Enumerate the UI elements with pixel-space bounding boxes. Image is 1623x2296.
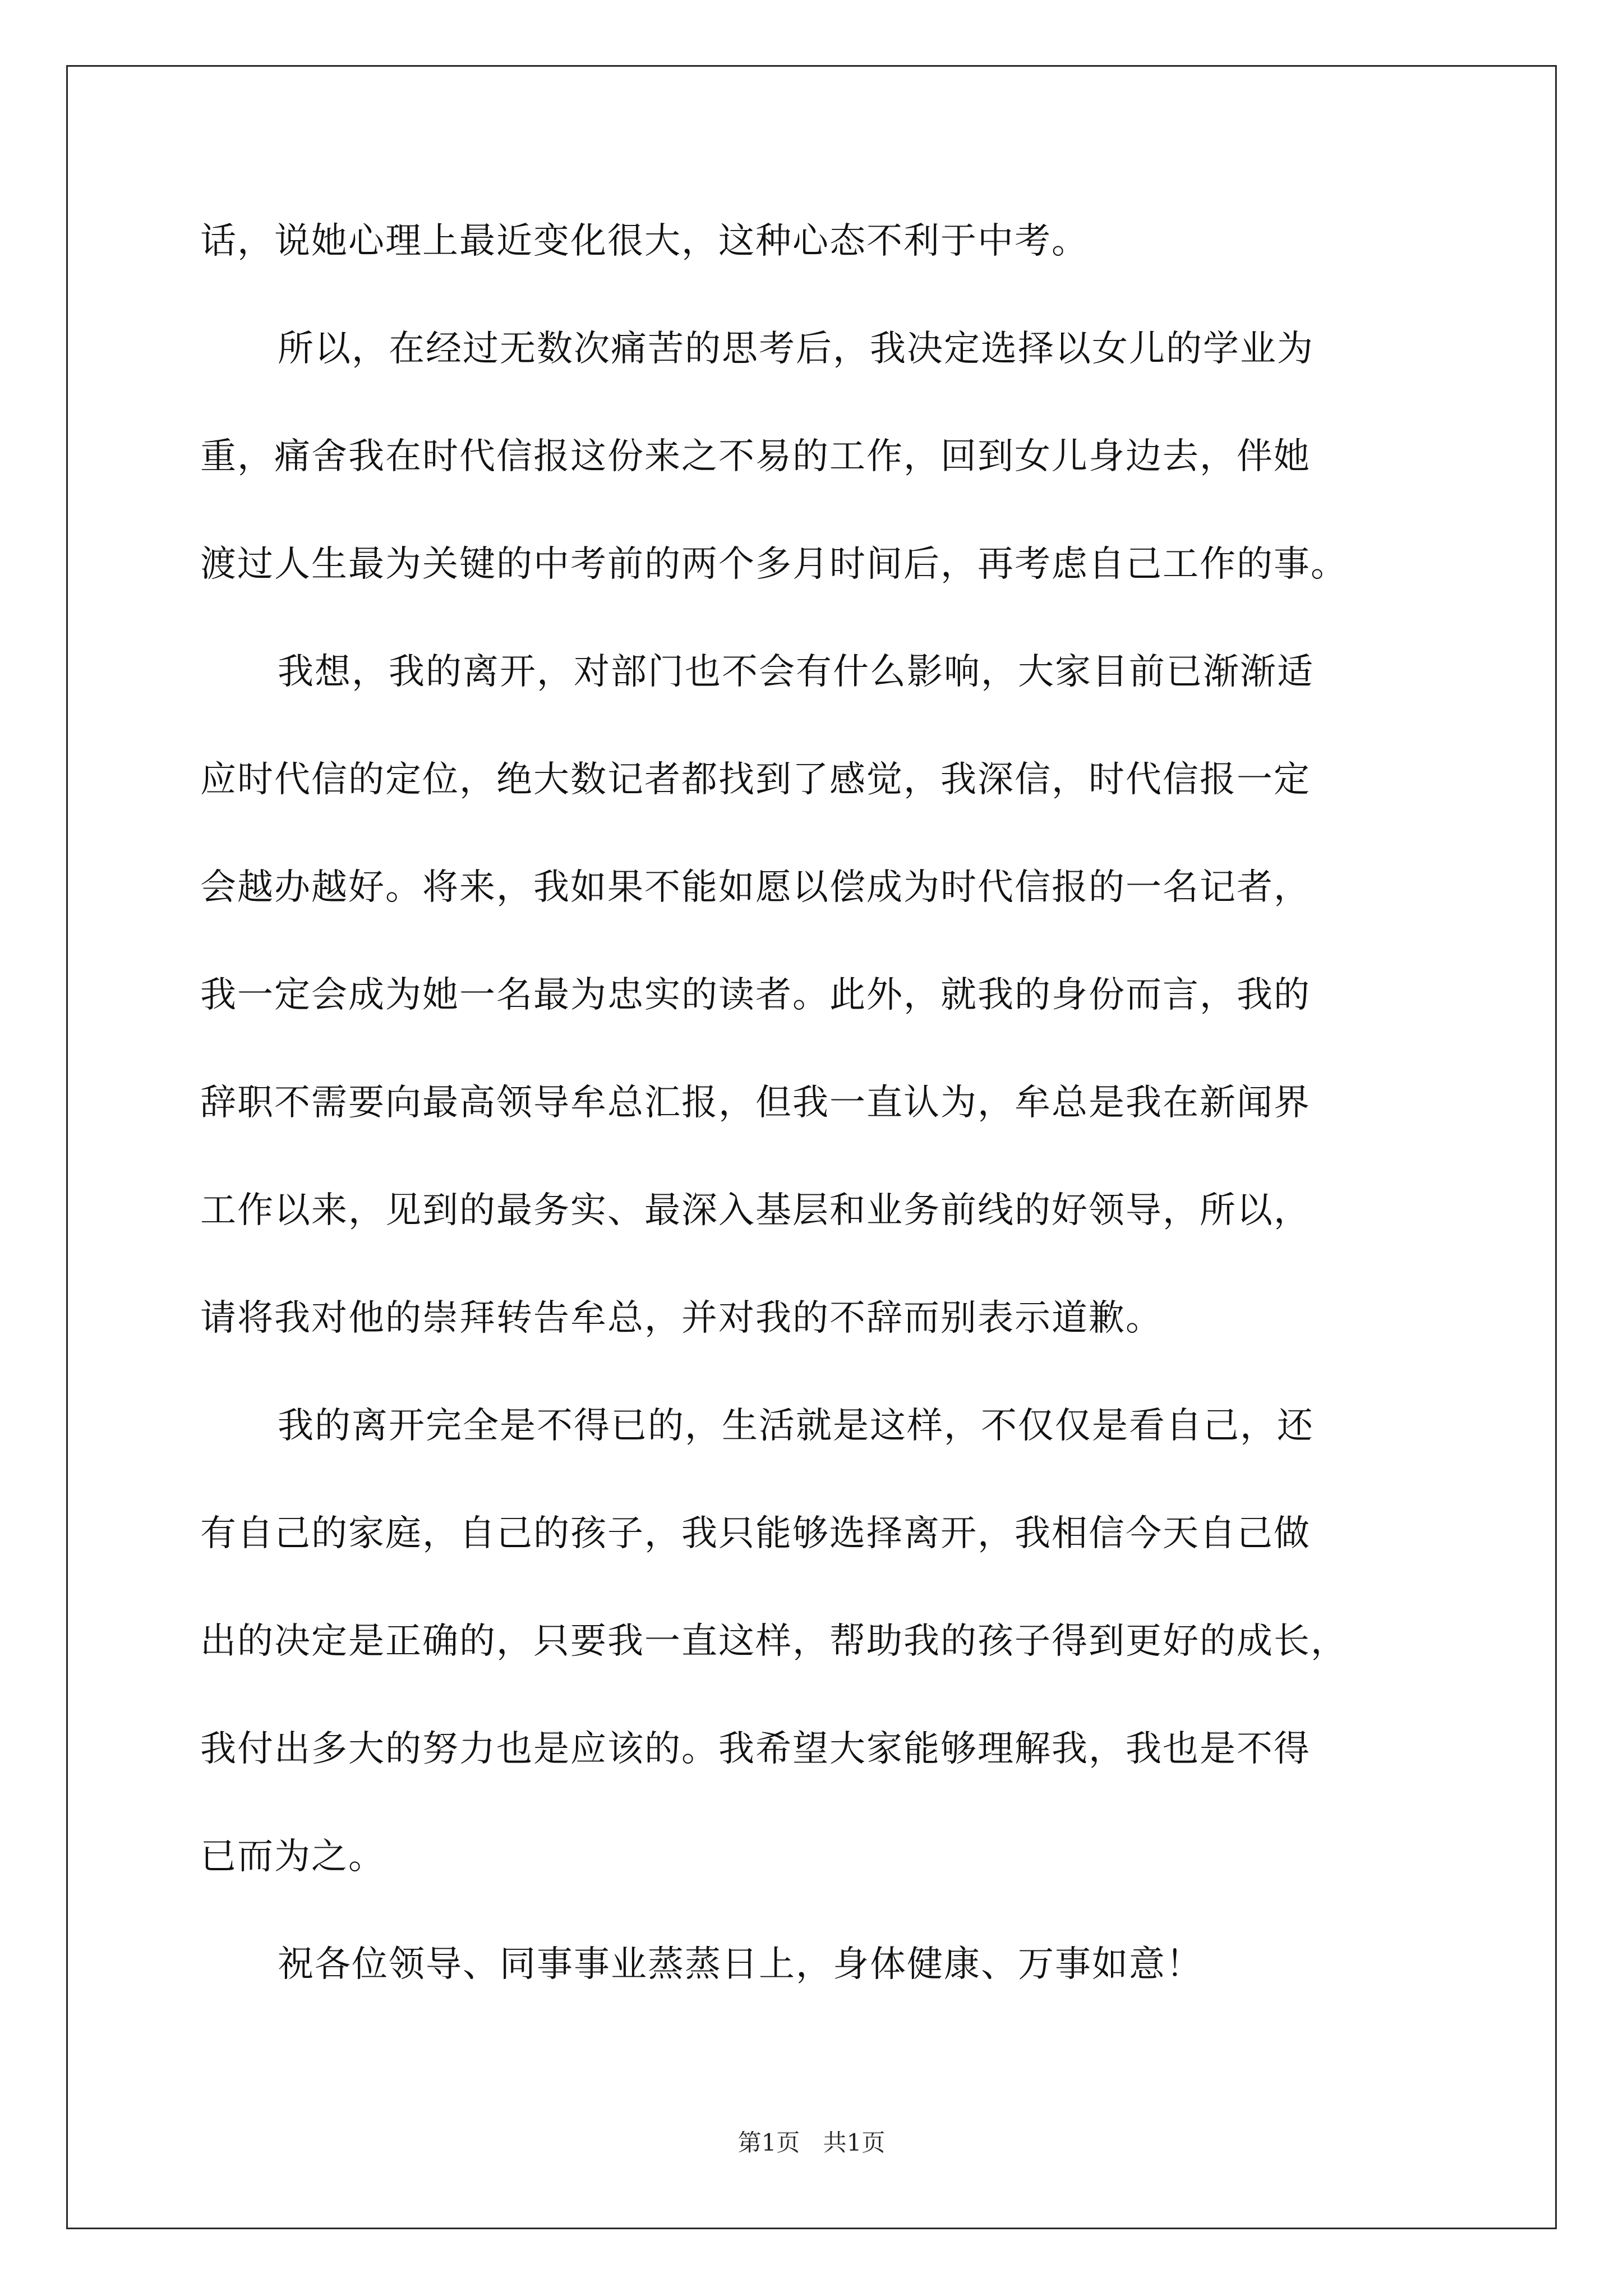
page-border xyxy=(66,65,1557,2229)
closing-wish-line: 祝各位领导、同事事业蒸蒸日上，身体健康、万事如意！ xyxy=(278,1944,1203,1985)
text-line: 话，说她心理上最近变化很大，这种心态不利于中考。 xyxy=(200,220,1089,262)
text-line: 工作以来，见到的最务实、最深入基层和业务前线的好领导，所以， xyxy=(200,1190,1311,1231)
paragraph-start-line: 所以，在经过无数次痛苦的思考后，我决定选择以女儿的学业为 xyxy=(278,328,1314,370)
text-line: 出的决定是正确的，只要我一直这样，帮助我的孩子得到更好的成长， xyxy=(200,1621,1348,1662)
text-line: 会越办越好。将来，我如果不能如愿以偿成为时代信报的一名记者， xyxy=(200,867,1311,908)
text-line: 渡过人生最为关键的中考前的两个多月时间后，再考虑自己工作的事。 xyxy=(200,544,1348,585)
paragraph-start-line: 我想，我的离开，对部门也不会有什么影响，大家目前已渐渐适 xyxy=(278,651,1314,693)
text-line: 应时代信的定位，绝大数记者都找到了感觉，我深信，时代信报一定 xyxy=(200,759,1311,800)
text-line: 我一定会成为她一名最为忠实的读者。此外，就我的身份而言，我的 xyxy=(200,974,1311,1016)
text-line: 重，痛舍我在时代信报这份来之不易的工作，回到女儿身边去，伴她 xyxy=(200,436,1311,477)
text-line: 已而为之。 xyxy=(200,1836,385,1878)
paragraph-start-line: 我的离开完全是不得已的，生活就是这样，不仅仅是看自己，还 xyxy=(278,1405,1314,1447)
text-line: 辞职不需要向最高领导牟总汇报，但我一直认为，牟总是我在新闻界 xyxy=(200,1082,1311,1124)
page-footer xyxy=(0,2126,1623,2160)
total-pages: 共1页 xyxy=(823,2129,886,2156)
text-line: 我付出多大的努力也是应该的。我希望大家能够理解我，我也是不得 xyxy=(200,1728,1311,1770)
text-line: 有自己的家庭，自己的孩子，我只能够选择离开，我相信今天自己做 xyxy=(200,1513,1311,1554)
text-line: 请将我对他的崇拜转告牟总，并对我的不辞而别表示道歉。 xyxy=(200,1297,1163,1339)
page-number: 第1页 xyxy=(737,2129,800,2156)
